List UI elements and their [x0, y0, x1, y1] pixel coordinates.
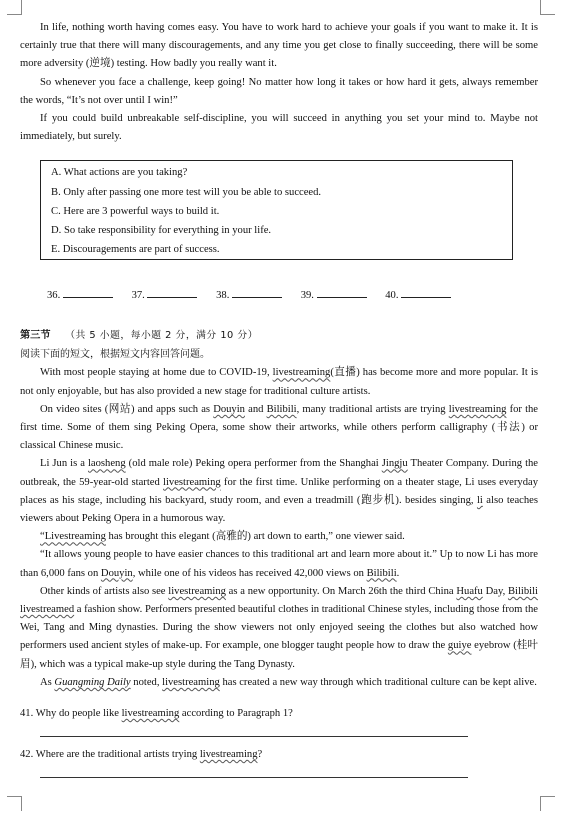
option-a: A. What actions are you taking?: [51, 167, 188, 179]
options-box: [40, 160, 513, 260]
option-c: C. Here are 3 powerful ways to build it.: [51, 205, 220, 217]
section-title: 第三节: [20, 330, 51, 342]
passage-paragraph-6: Other kinds of artists also see livestreaming as a new opportunity. On March 26th the third China Huafu Day, Bilibili livestreamed a fashion show. Performers presented beautiful clothes in traditional Chinese styles, including those from the Wei, Tang and Ming dynasties. During the show viewers not only enjoyed seeing the clothes but also watched how performers used ancient styles of make-up. For example, one blogger taught people how to draw the guiye eyebrow (桂叶眉), which was a typical make-up style during the Tang Dynasty.: [20, 585, 538, 670]
crop-mark-top-left: [7, 0, 22, 15]
option-e: E. Discouragements are part of success.: [51, 244, 220, 256]
blank-line: [147, 286, 197, 298]
passage-paragraph-1: With most people staying at home due to COVID-19, livestreaming(直播) has become more and more popular. It is not only enjoyable, but has also provided a new stage for traditional culture artists.: [20, 367, 538, 397]
reading1-paragraph-1: In life, nothing worth having comes easy. You have to work hard to achieve your goals if you want to make it. It is certainly true that there will many discouragements, and any time you get close to finally succeeding, there will be some more adversity (逆境) testing. How badly you really want it.: [20, 22, 538, 70]
crop-mark-bottom-left: [7, 796, 22, 811]
blank-40[interactable]: 40.: [385, 286, 451, 305]
blank-line: [63, 286, 113, 298]
blank-36[interactable]: 36.: [47, 286, 113, 305]
passage-paragraph-4: “Livestreaming has brought this elegant (高雅的) art down to earth,” one viewer said.: [40, 531, 405, 543]
answer-blanks: [47, 286, 538, 305]
document-body: [20, 19, 538, 778]
blank-line: [317, 286, 367, 298]
reading1-paragraph-2: So whenever you face a challenge, keep going! No matter how long it takes or how hard it gets, always remember the words, “It’s not over until I win!”: [20, 76, 538, 106]
blank-line: [232, 286, 282, 298]
crop-mark-bottom-right: [540, 796, 555, 811]
answer-line-42[interactable]: [40, 769, 468, 778]
blank-line: [401, 286, 451, 298]
blank-37[interactable]: 37.: [132, 286, 198, 305]
blank-38[interactable]: 38.: [216, 286, 282, 305]
blank-39[interactable]: 39.: [301, 286, 367, 305]
passage-paragraph-3: Li Jun is a laosheng (old male role) Peking opera performer from the Shanghai Jingju Theater Company. During the outbreak, the 59-year-old started livestreaming for the first time. Unlike performing on a theater stage, Li uses everyday places as his stage, including his backyard, study room, and even a treadmill (跑步机). besides singing, li also teaches viewers about Peking Opera in a humorous way.: [20, 458, 539, 525]
passage-paragraph-2: On video sites (网站) and apps such as Douyin and Bilibili, many traditional artists are trying livestreaming for the first time. Some of them sing Peking Opera, some show their artworks, while others perform calligraphy (书法) or classical Chinese music.: [20, 403, 539, 452]
crop-mark-top-right: [540, 0, 555, 15]
question-42: 42. Where are the traditional artists trying livestreaming?: [20, 749, 263, 761]
option-b: B. Only after passing one more test will you be able to succeed.: [51, 186, 322, 198]
option-d: D. So take responsibility for everything in your life.: [51, 225, 272, 237]
section-note: （共 5 小题，每小题 2 分，满分 10 分）: [65, 330, 258, 342]
section-instruction: 阅读下面的短文，根据短文内容回答问题。: [20, 349, 210, 361]
answer-line-41[interactable]: [40, 728, 468, 737]
reading1-paragraph-3: If you could build unbreakable self-discipline, you will succeed in anything you set your mind to. Maybe not immediately, but surely.: [20, 113, 538, 143]
section-header: [20, 327, 538, 345]
passage-paragraph-7: As Guangming Daily noted, livestreaming has created a new way through which traditional culture can be kept alive.: [40, 676, 537, 688]
passage-paragraph-5: “It allows young people to have easier chances to this traditional art and learn more about it.” Up to now Li has more than 6,000 fans on Douyin, while one of his videos has received 42,000 views on Bilibili.: [20, 549, 538, 579]
question-41: 41. Why do people like livestreaming according to Paragraph 1?: [20, 708, 293, 720]
